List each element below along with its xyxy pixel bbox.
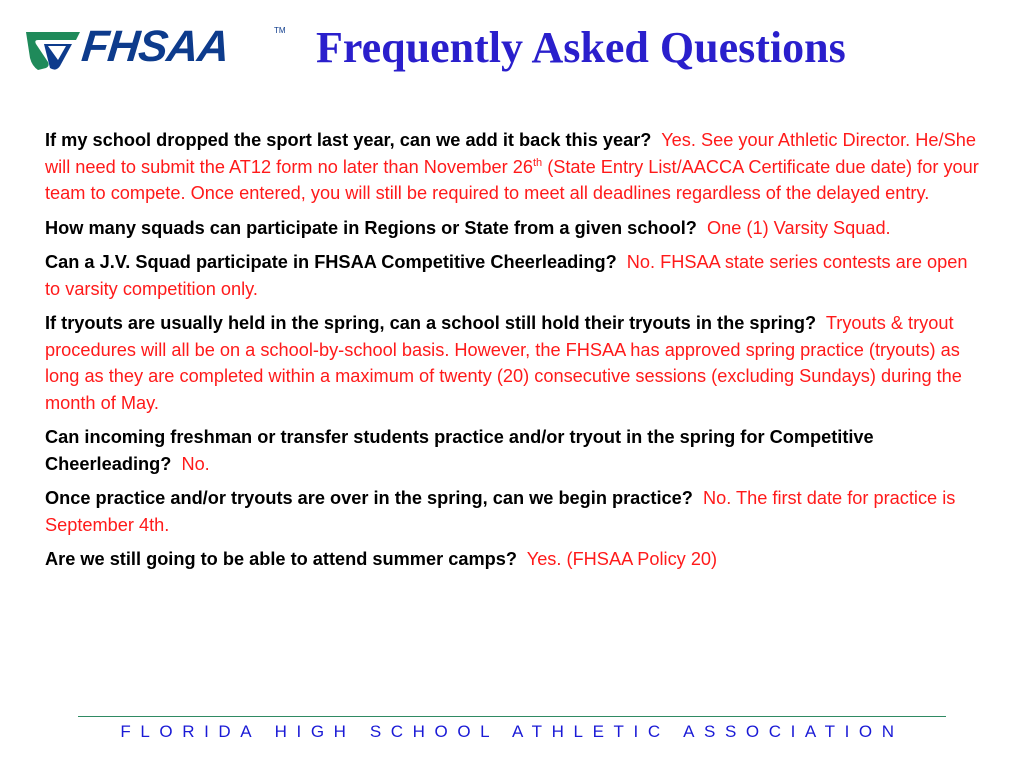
faq-item	[45, 127, 985, 207]
faq-answer: Yes. (FHSAA Policy 20)	[526, 549, 718, 569]
footer-divider	[78, 716, 946, 717]
faq-question: Can a J.V. Squad participate in FHSAA Competitive Cheerleading?	[45, 252, 617, 272]
faq-item	[45, 424, 985, 477]
faq-answer-text: Yes. See your Athletic Director. He/She will need to submit the AT12 form no later than November 26	[45, 130, 976, 177]
faq-item	[45, 310, 985, 416]
faq-item	[45, 546, 985, 573]
logo-wordmark: FHSAA	[79, 22, 232, 71]
faq-item	[45, 249, 985, 302]
ordinal-suffix: th	[532, 156, 543, 169]
footer-organization-name: FLORIDA HIGH SCHOOL ATHLETIC ASSOCIATION	[120, 722, 904, 741]
faq-question: Are we still going to be able to attend summer camps?	[45, 549, 517, 569]
faq-item	[45, 485, 985, 538]
faq-answer: No. FHSAA state series contests are open to varsity competition only.	[45, 252, 968, 299]
faq-item	[45, 215, 985, 242]
fhsaa-logo	[24, 22, 286, 72]
faq-list	[45, 127, 985, 581]
page-title: Frequently Asked Questions	[316, 23, 846, 72]
faq-question: Can incoming freshman or transfer students practice and/or tryout in the spring for Competitive Cheerleading?	[45, 427, 874, 474]
shield-icon	[24, 26, 84, 76]
faq-question: If tryouts are usually held in the spring, can a school still hold their tryouts in the spring?	[45, 313, 817, 333]
faq-answer: One (1) Varsity Squad.	[706, 217, 891, 238]
faq-answer: Tryouts & tryout procedures will all be on a school-by-school basis. However, the FHSAA has approved spring practice (tryouts) as long as they are completed within a maximum of twenty (20) consecutive sessions (excluding Sundays) during the month of May.	[45, 313, 962, 413]
faq-question: How many squads can participate in Regions or State from a given school?	[45, 217, 697, 238]
faq-question: Once practice and/or tryouts are over in the spring, can we begin practice?	[45, 488, 693, 508]
trademark-symbol: TM	[274, 26, 286, 35]
faq-answer: No.	[181, 453, 210, 474]
faq-answer-text: (State Entry List/AACCA Certificate due date) for your team to compete. Once entered, you will still be required to meet all deadlines regardless of the delayed entry.	[45, 156, 979, 203]
faq-question: If my school dropped the sport last year, can we add it back this year?	[45, 130, 652, 150]
faq-answer: No. The first date for practice is September 4th.	[45, 488, 956, 535]
